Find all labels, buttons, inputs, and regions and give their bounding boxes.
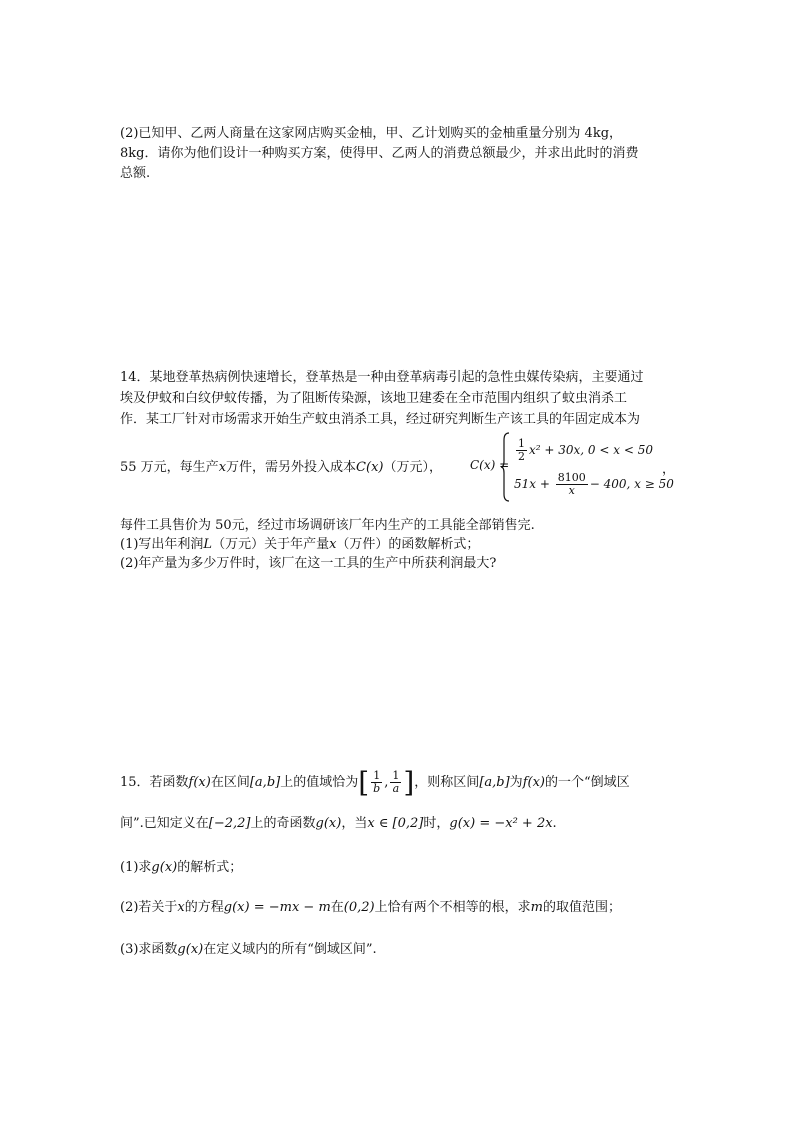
left-bracket-icon: [ [358,765,370,799]
part2-line-1: (2)已知甲、乙两人商量在这家网店购买金柚，甲、乙计划购买的金柚重量分别为 4kg， [120,126,623,141]
q14-sub-1: (1)写出年利润L（万元）关于年产量x（万件）的函数解析式； [120,537,480,552]
q14-line-4 [120,458,470,478]
part2-line-3: 总额. [120,166,151,181]
q14-line-4-mid: 万件，需另外投入成本 [226,460,357,475]
q15-line-1: 15．若函数f(x)在区间[a,b]上的值域恰为[ $\frac{1}{b}$ , $\frac{1}{a}$ ]，则称区间[a,b]为f(x)的一个“倒域区 [120,765,630,799]
case2-rest: − 400, x ≥ 50 [589,477,674,491]
q14-line-4-unit: （万元）， [383,460,442,475]
part2-line-2: 8kg．请你为他们设计一种购买方案，使得甲、乙两人的消费总额最少，并求出此时的消费 [120,146,639,161]
q14-line-5: 每件工具售价为 50元，经过市场调研该厂年内生产的工具能全部销售完. [120,518,535,533]
q15-frac-1b: $\frac{1}{b}$ [373,769,381,795]
case1-rest: x² + 30x, 0 < x < 50 [529,443,653,457]
q15-sub-2: (2)若关于x的方程g(x) = −mx − m在(0,2)上恰有两个不相等的根，求m的取值范围； [120,900,621,915]
left-brace-icon [500,432,510,502]
q15-frac-1a: $\frac{1}{a}$ [392,769,400,795]
right-bracket-icon: ] [403,765,415,799]
q14-line-1: 14．某地登革热病例快速增长，登革热是一种由登革病毒引起的急性虫媒传染病，主要通过 [120,370,644,385]
q15-sub-3: (3)求函数g(x)在定义域内的所有“倒域区间”. [120,942,377,957]
piecewise-case-1 [514,438,653,463]
q15-sub-1: (1)求g(x)的解析式； [120,860,243,875]
case1-fraction: $\frac{1}{2}$ [518,437,525,463]
q14-var-x2: x [329,537,337,552]
piecewise-label: C(x) = [470,458,510,472]
q15-line-2: 间”.已知定义在[−2,2]上的奇函数g(x)，当x ∈ [0,2]时，g(x) = −x² + 2x. [120,816,557,831]
q14-sub-2: (2)年产量为多少万件时，该厂在这一工具的生产中所获利润最大? [120,556,497,571]
q14-cost-func: C(x) [356,460,384,475]
piecewise-case-2 [514,472,674,497]
q14-var-L: L [203,537,213,552]
piecewise-comma: ， [662,462,676,477]
q14-var-x: x [218,460,227,475]
piecewise-function [470,432,690,502]
q14-line-2: 埃及伊蚊和白纹伊蚊传播，为了阻断传染源，该地卫建委在全市范围内组织了蚊虫消杀工 [120,391,628,406]
case2-pre: 51x + [514,477,550,491]
case2-fraction: $\frac{8100}{x}$ [557,471,586,497]
q14-line-3: 作．某工厂针对市场需求开始生产蚊虫消杀工具，经过研究判断生产该工具的年固定成本为 [120,412,641,427]
q14-line-4-pre: 55 万元，每生产 [120,460,219,475]
